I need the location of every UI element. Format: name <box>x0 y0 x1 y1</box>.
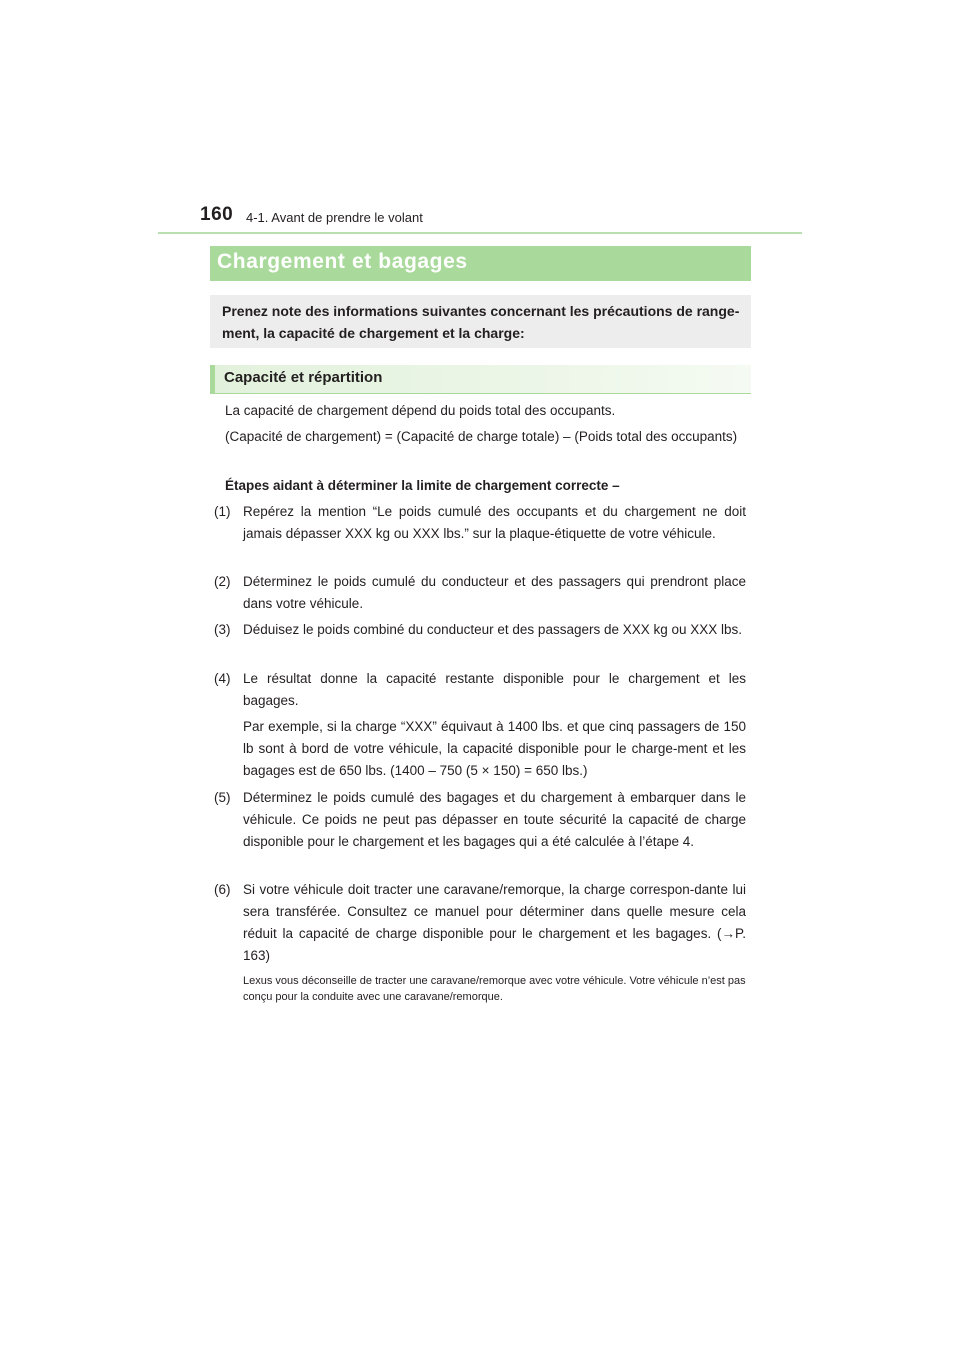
section-reference: 4-1. Avant de prendre le volant <box>246 210 423 225</box>
list-item <box>214 501 746 545</box>
step-text: Déterminez le poids cumulé des bagages et du chargement à embarquer dans le véhicule. Ce poids ne peut pas dépasser en toute sécurité la capacité de charge disponible pour le chargement et les bagages qui a été calculée à l’étape 4. <box>243 790 746 849</box>
intro-text: Prenez note des informations suivantes concernant les précautions de range-ment, la capacité de chargement et la charge: <box>222 303 740 341</box>
step-text: Déterminez le poids cumulé du conducteur et des passagers qui prendront place dans votre véhicule. <box>243 574 746 611</box>
step-text: Le résultat donne la capacité restante disponible pour le chargement et les bagages. <box>243 671 746 708</box>
subheading-title: Capacité et répartition <box>224 369 383 386</box>
list-item <box>214 787 746 853</box>
step-number: (1) <box>214 504 231 519</box>
paragraph-formula: (Capacité de chargement) = (Capacité de charge totale) – (Poids total des occupants) <box>225 429 738 444</box>
step-text: Si votre véhicule doit tracter une caravane/remorque, la charge correspon-dante lui sera transférée. Consultez ce manuel pour déterminer dans quelle mesure cela réduit la capacité de charge disponible pour le chargement et les bagages. (→P. 163) <box>243 882 746 963</box>
list-item <box>214 668 746 712</box>
title-bar <box>210 246 751 281</box>
paragraph-capacity: La capacité de chargement dépend du poids total des occupants. <box>225 403 616 418</box>
footnote: Lexus vous déconseille de tracter une caravane/remorque avec votre véhicule. Votre véhicule n’est pas conçu pour la conduite avec une caravane/remorque. <box>243 975 746 1003</box>
page-number: 160 <box>200 204 234 225</box>
subheading-bar <box>210 365 751 394</box>
header-divider <box>158 232 802 234</box>
list-item <box>214 619 746 641</box>
step-number: (4) <box>214 671 231 686</box>
step-number: (5) <box>214 790 231 805</box>
step-number: (3) <box>214 622 231 637</box>
list-item <box>214 571 746 615</box>
subheading-accent <box>210 365 215 393</box>
step-text: Déduisez le poids combiné du conducteur et des passagers de XXX kg ou XXX lbs. <box>243 622 743 637</box>
example-paragraph: Par exemple, si la charge “XXX” équivaut à 1400 lbs. et que cinq passagers de 150 lb sont à bord de votre véhicule, la capacité disponible pour le charge-ment et les bagages est de 650 lbs. (1400 – 750 (5 × 150) = 650 lbs.) <box>243 719 746 778</box>
paragraph-steps-heading: Étapes aidant à déterminer la limite de chargement correcte – <box>225 478 620 493</box>
intro-box <box>210 295 751 348</box>
step-text: Repérez la mention “Le poids cumulé des occupants et du chargement ne doit jamais dépasser XXX kg ou XXX lbs.” sur la plaque-étiquette de votre véhicule. <box>243 504 746 541</box>
list-item <box>214 879 746 967</box>
page-title: Chargement et bagages <box>217 250 468 273</box>
step-number: (2) <box>214 574 231 589</box>
step-number: (6) <box>214 882 231 897</box>
